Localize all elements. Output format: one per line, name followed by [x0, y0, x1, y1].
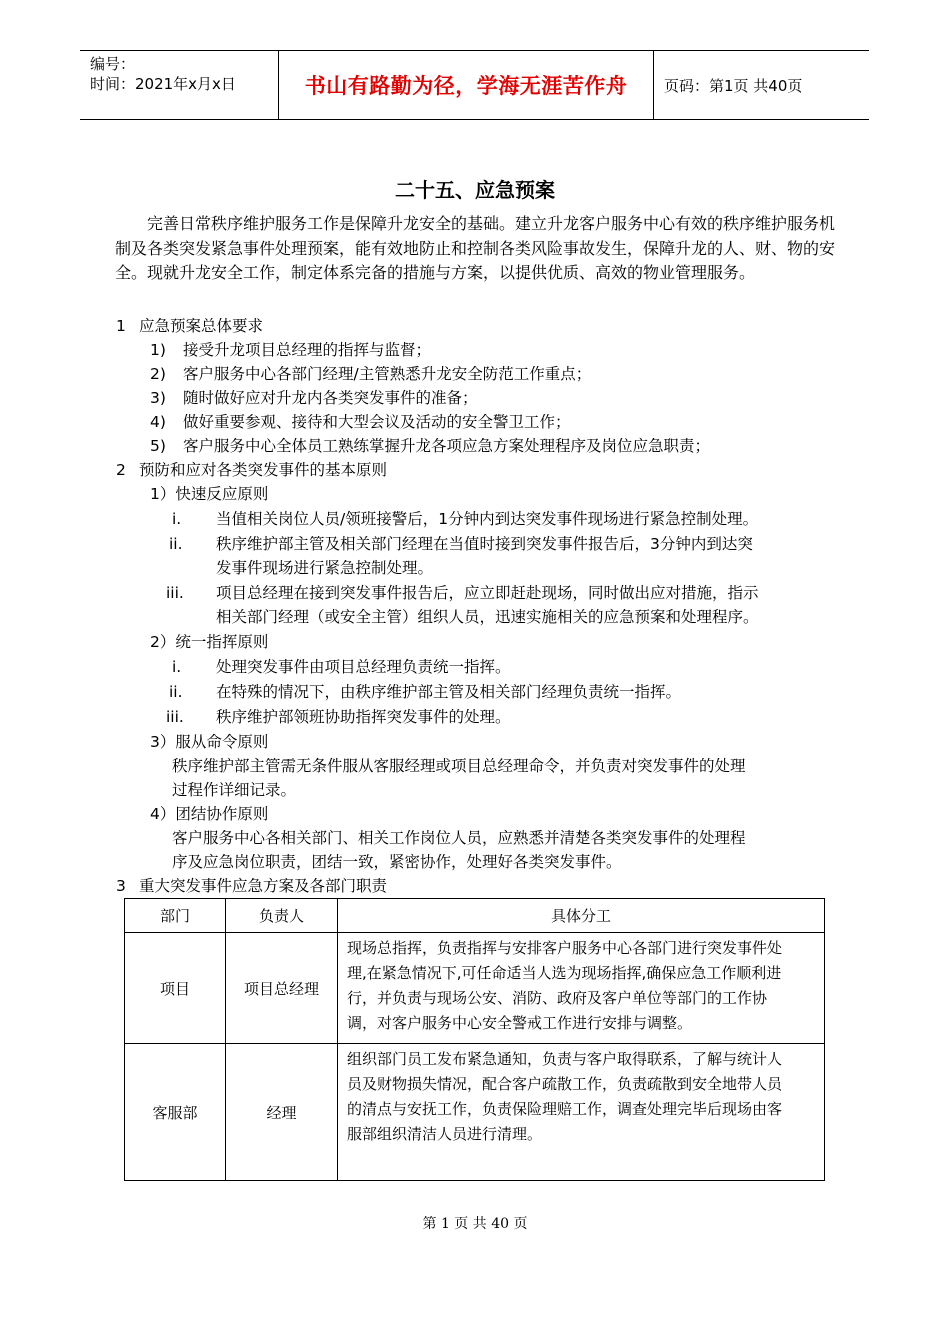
duty-line: 的清点与安抚工作，负责保险理赔工作，调查处理完毕后现场由客 [347, 1100, 783, 1118]
intro-paragraph: 完善日常秩序维护服务工作是保障升龙安全的基础。建立升龙客户服务中心有效的秩序维护服务机制及各类突发紧急事件处理预案，能有效地防止和控制各类风险事故发生，保障升龙的人、财、物的安全。现就升龙安全工作，制定体系完备的措施与方案，以提供优质、高效的物业管理服务。 [115, 214, 836, 282]
header-page-number: 页码：第1页 共40页 [664, 76, 803, 95]
duty-line: 理,在紧急情况下,可任命适当人选为现场指挥,确保应急工作顺利进 [347, 964, 782, 982]
responsibility-table [124, 898, 825, 1181]
table-header-dept: 部门 [159, 907, 190, 925]
s1-item-1-text: 接受升龙项目总经理的指挥与监督； [183, 341, 432, 359]
p2-i-number: i. [172, 658, 182, 676]
section-3-number: 3 [116, 877, 126, 895]
p4-line-2: 序及应急岗位职责，团结一致，紧密协作，处理好各类突发事件。 [172, 853, 622, 871]
p1-ii-number: ii. [169, 535, 183, 553]
principle-4-heading: 4）团结协作原则 [150, 805, 269, 823]
table-row-2-lead: 经理 [266, 1103, 297, 1122]
header-meta-cell [80, 51, 279, 119]
section-1-heading: 应急预案总体要求 [139, 317, 264, 335]
duty-line: 调，对客户服务中心安全警戒工作进行安排与调整。 [347, 1014, 693, 1032]
duty-line: 组织部门员工发布紧急通知，负责与客户取得联系，了解与统计人 [347, 1050, 783, 1068]
p1-i-number: i. [172, 510, 182, 528]
table-row-2-dept: 客服部 [152, 1103, 198, 1122]
duty-line: 行，并负责与现场公安、消防、政府及客户单位等部门的工作协 [347, 989, 768, 1007]
s1-item-3-text: 随时做好应对升龙内各类突发事件的准备； [183, 389, 478, 407]
p1-ii-line-1: 秩序维护部主管及相关部门经理在当值时接到突发事件报告后，3分钟内到达突 [216, 535, 753, 553]
section-1-number: 1 [116, 317, 126, 335]
table-row-1-duties [347, 936, 817, 1036]
header-motto: 书山有路勤为径，学海无涯苦作舟 [304, 74, 628, 98]
principle-1-heading: 1）快速反应原则 [150, 485, 269, 503]
p1-i-text: 当值相关岗位人员/领班接警后，1分钟内到达突发事件现场进行紧急控制处理。 [216, 510, 759, 528]
table-row-1-dept: 项目 [159, 979, 190, 998]
s1-item-4-number: 4) [150, 413, 166, 431]
p1-iii-line-2: 相关部门经理（或安全主管）组织人员，迅速实施相关的应急预案和处理程序。 [216, 608, 759, 626]
document-title: 二十五、应急预案 [395, 178, 555, 202]
document-time-label: 时间：2021年x月x日 [90, 75, 236, 93]
p2-ii-text: 在特殊的情况下，由秩序维护部主管及相关部门经理负责统一指挥。 [216, 683, 682, 701]
header-page-cell [654, 51, 869, 119]
s1-item-2-text: 客户服务中心各部门经理/主管熟悉升龙安全防范工作重点； [183, 365, 592, 383]
p2-iii-text: 秩序维护部领班协助指挥突发事件的处理。 [216, 708, 511, 726]
section-2-number: 2 [116, 461, 126, 479]
s1-item-5-text: 客户服务中心全体员工熟练掌握升龙各项应急方案处理程序及岗位应急职责； [183, 437, 711, 455]
s1-item-4-text: 做好重要参观、接待和大型会议及活动的安全警卫工作； [183, 413, 571, 431]
s1-item-1-number: 1) [150, 341, 166, 359]
table-header-duties: 具体分工 [550, 907, 611, 925]
principle-3-heading: 3）服从命令原则 [150, 733, 269, 751]
table-row-2-duties [347, 1047, 817, 1147]
p2-iii-number: iii. [166, 708, 184, 726]
table-header-lead: 负责人 [258, 907, 304, 925]
p1-iii-number: iii. [166, 584, 184, 602]
p1-ii-line-2: 发事件现场进行紧急控制处理。 [216, 559, 434, 577]
header-motto-cell [279, 51, 654, 119]
duty-line: 员及财物损失情况，配合客户疏散工作，负责疏散到安全地带人员 [347, 1075, 783, 1093]
document-number-label: 编号： [90, 55, 136, 73]
s1-item-5-number: 5) [150, 437, 166, 455]
p4-line-1: 客户服务中心各相关部门、相关工作岗位人员，应熟悉并清楚各类突发事件的处理程 [172, 829, 746, 847]
table-column-divider [337, 899, 338, 1180]
p3-line-2: 过程作详细记录。 [172, 781, 297, 799]
p1-iii-line-1: 项目总经理在接到突发事件报告后，应立即赶赴现场，同时做出应对措施，指示 [216, 584, 759, 602]
principle-2-heading: 2）统一指挥原则 [150, 633, 269, 651]
section-3-heading: 重大突发事件应急方案及各部门职责 [139, 877, 388, 895]
duty-line: 现场总指挥，负责指挥与安排客户服务中心各部门进行突发事件处 [347, 939, 783, 957]
section-2-heading: 预防和应对各类突发事件的基本原则 [139, 461, 388, 479]
p3-line-1: 秩序维护部主管需无条件服从客服经理或项目总经理命令，并负责对突发事件的处理 [172, 757, 746, 775]
duty-line: 服部组织清洁人员进行清理。 [347, 1125, 543, 1143]
page-footer: 第 1 页 共 40 页 [422, 1216, 528, 1232]
s1-item-2-number: 2) [150, 365, 166, 383]
s1-item-3-number: 3) [150, 389, 166, 407]
table-row-1-lead: 项目总经理 [243, 979, 319, 998]
p2-ii-number: ii. [169, 683, 183, 701]
page-header [80, 50, 869, 120]
p2-i-text: 处理突发事件由项目总经理负责统一指挥。 [216, 658, 511, 676]
